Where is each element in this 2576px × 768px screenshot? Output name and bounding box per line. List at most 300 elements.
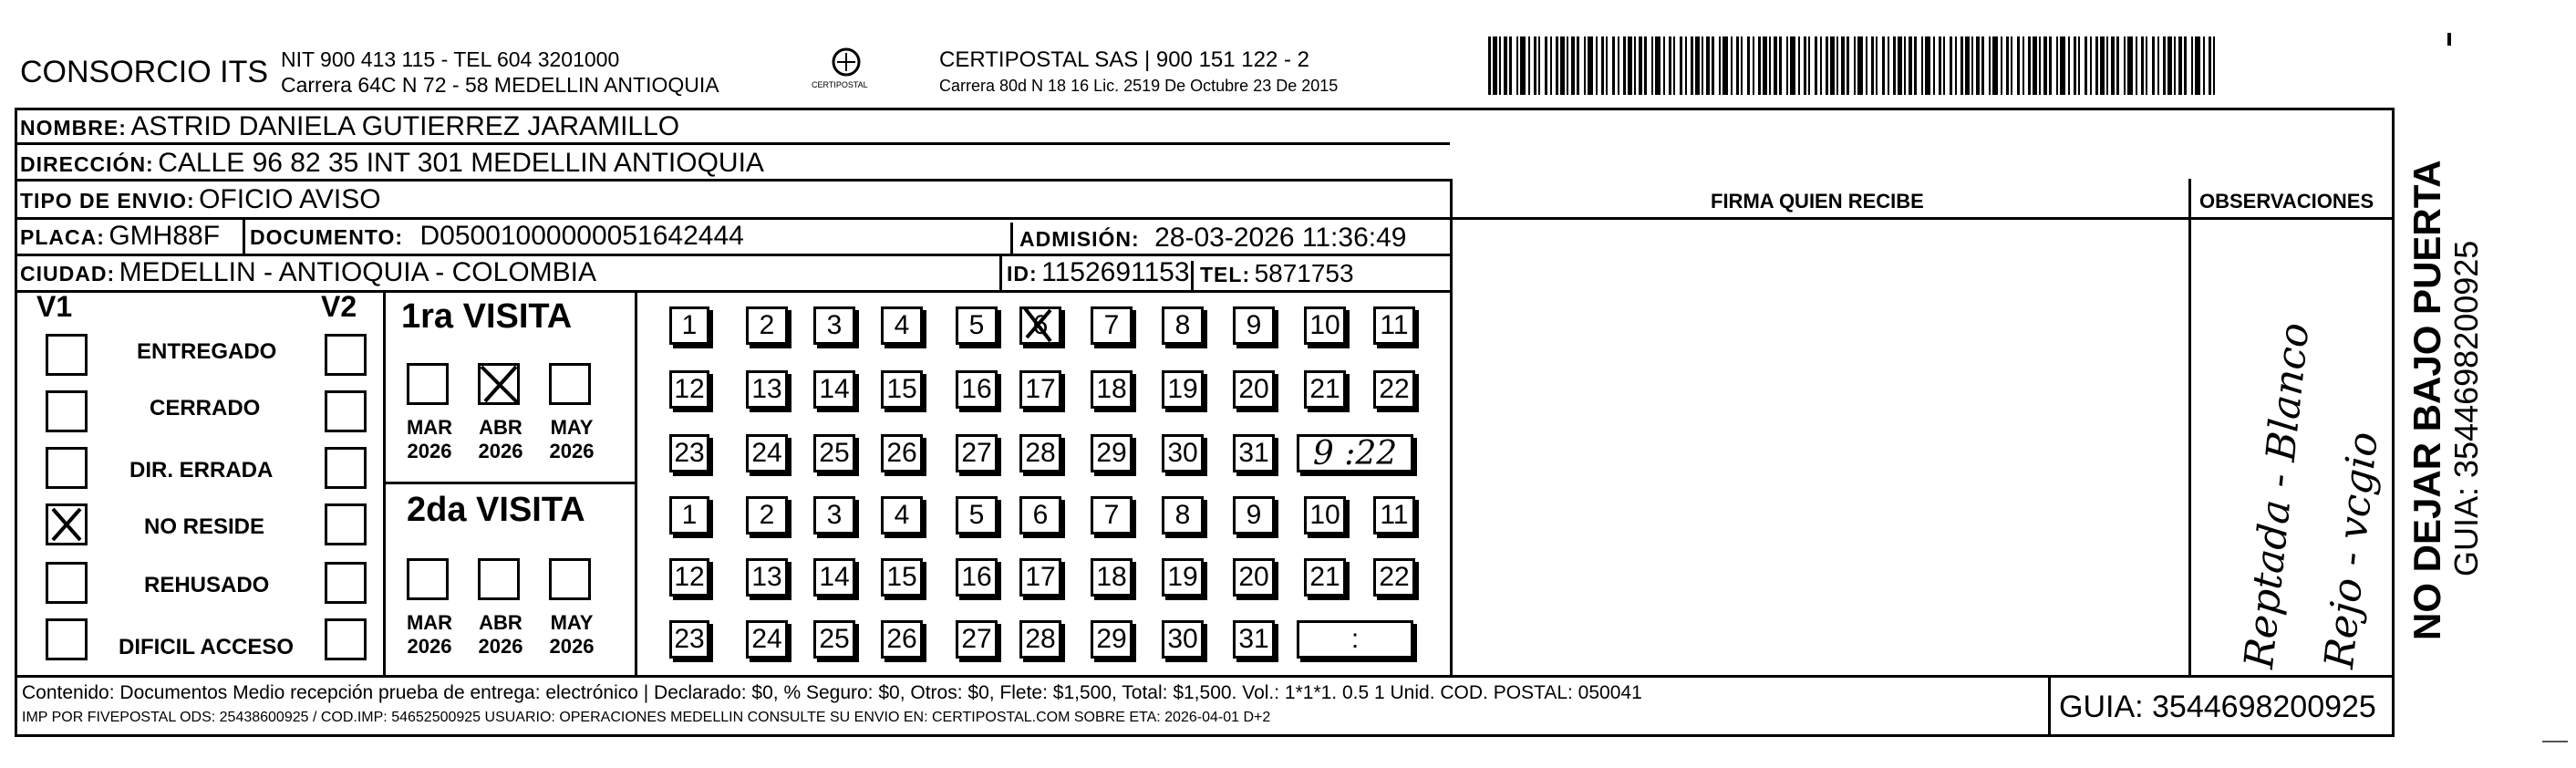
barcode-bar xyxy=(1736,36,1739,95)
first-visit-day-box[interactable]: 23 xyxy=(669,434,709,472)
second-visit-day-box[interactable]: 14 xyxy=(813,558,855,597)
second-visit-day-box[interactable]: 19 xyxy=(1162,558,1204,597)
barcode-bar xyxy=(1871,36,1874,95)
second-visit-day-box[interactable]: 1 xyxy=(669,496,709,534)
barcode-bar xyxy=(1808,36,1810,95)
row-divider xyxy=(15,179,1450,182)
footer-impresion: IMP POR FIVEPOSTAL ODS: 25438600925 / COD.IMP: 54652500925 USUARIO: OPERACIONES MEDELLIN CONSULTE SU ENVIO EN: CERTIPOSTAL.COM SOBRE ETA: 2026-04-01 D+2 xyxy=(22,710,1271,725)
barcode-bar xyxy=(2178,36,2182,95)
month-year: 2026 xyxy=(407,635,452,658)
second-visit-day-box[interactable]: 10 xyxy=(1304,496,1346,534)
second-visit-day-box[interactable]: 22 xyxy=(1373,558,1415,597)
first-visit-day-box[interactable]: 15 xyxy=(881,370,923,409)
barcode-bar xyxy=(1639,36,1642,95)
second-visit-day-box[interactable]: 31 xyxy=(1233,620,1275,659)
certipostal-address: Carrera 80d N 18 16 Lic. 2519 De Octubre 23 De 2015 xyxy=(939,77,1339,95)
barcode-bar xyxy=(1921,36,1923,95)
first-visit-day-box[interactable]: 31 xyxy=(1233,434,1275,472)
nombre-value: ASTRID DANIELA GUTIERREZ JARAMILLO xyxy=(130,111,680,141)
barcode-bar xyxy=(1702,36,1703,95)
row-divider xyxy=(15,254,1450,256)
second-visit-day-box[interactable]: 7 xyxy=(1091,496,1133,534)
barcode-bar xyxy=(1909,36,1912,95)
barcode-bar xyxy=(2124,36,2126,95)
barcode-bar xyxy=(1976,36,1980,95)
barcode-bar xyxy=(1596,36,1598,95)
barcode-bar xyxy=(2106,36,2108,95)
barcode-bar xyxy=(1712,36,1714,95)
barcode-bar xyxy=(1981,36,1984,95)
barcode-bar xyxy=(1939,36,1941,95)
nombre-row xyxy=(20,111,679,142)
barcode-bar xyxy=(2033,36,2037,95)
barcode-bar xyxy=(2195,36,2200,95)
placa-value: GMH88F xyxy=(109,221,221,251)
first-visit-day-box[interactable]: 12 xyxy=(669,370,709,409)
second-visit-day-box[interactable]: 30 xyxy=(1162,620,1204,659)
ciudad-value: MEDELLIN - ANTIOQUIA - COLOMBIA xyxy=(119,257,596,287)
barcode-bar xyxy=(1841,36,1845,95)
barcode-bar xyxy=(1618,36,1619,95)
second-month-abr xyxy=(469,611,533,659)
barcode-bar xyxy=(1758,36,1761,95)
first-visit-day-box[interactable]: 19 xyxy=(1162,370,1204,409)
tel-divider xyxy=(1191,261,1194,290)
placa-label: PLACA: xyxy=(20,225,105,249)
status-entregado: ENTREGADO xyxy=(137,339,277,364)
certipostal-name: CERTIPOSTAL SAS | 900 151 122 - 2 xyxy=(939,47,1309,72)
barcode-bar xyxy=(2011,36,2012,95)
second-visit-day-box[interactable]: 20 xyxy=(1233,558,1275,597)
barcode-bar xyxy=(1612,36,1615,95)
barcode-bar xyxy=(2090,36,2092,95)
second-visit-day-box[interactable]: 12 xyxy=(669,558,709,597)
barcode-bar xyxy=(2157,36,2159,95)
barcode-bar xyxy=(1898,36,1902,95)
barcode-bar xyxy=(1753,36,1754,95)
observaciones-label: OBSERVACIONES xyxy=(2199,190,2374,213)
id-divider xyxy=(999,254,1002,290)
barcode-bar xyxy=(1655,36,1660,95)
barcode-bar xyxy=(1914,36,1917,95)
month-name: MAR xyxy=(406,416,453,439)
barcode-bar xyxy=(1943,36,1945,95)
barcode-bar xyxy=(2017,36,2020,95)
barcode-bar xyxy=(1955,36,1957,95)
barcode-bar xyxy=(1534,36,1536,95)
firma-divider xyxy=(1450,179,1453,677)
barcode-bar xyxy=(2116,36,2119,95)
barcode-bar xyxy=(2060,36,2065,95)
month-name: ABR xyxy=(479,611,522,634)
barcode-bar xyxy=(1493,36,1497,95)
ciudad-label: CIUDAD: xyxy=(20,262,116,285)
barcode-bar xyxy=(1933,36,1935,95)
barcode-bar xyxy=(1723,36,1728,95)
first-visit-day-box[interactable]: 17 xyxy=(1019,370,1061,409)
second-month-mar xyxy=(398,611,461,659)
barcode-bar xyxy=(1499,36,1501,95)
status-dir-errada: DIR. ERRADA xyxy=(129,458,274,483)
barcode-bar xyxy=(1857,36,1863,95)
barcode-bar xyxy=(1550,36,1552,95)
second-visit-may-checkbox[interactable] xyxy=(549,558,591,600)
documento-label: DOCUMENTO: xyxy=(250,225,404,249)
barcode-bar xyxy=(1965,36,1970,95)
first-month-abr xyxy=(469,416,533,463)
month-year: 2026 xyxy=(549,635,595,658)
tel-label: TEL: xyxy=(1200,263,1251,286)
status-no-reside: NO RESIDE xyxy=(144,514,265,539)
first-visit-day-box[interactable]: 20 xyxy=(1233,370,1275,409)
barcode-bar xyxy=(1538,36,1540,95)
tel-value: 5871753 xyxy=(1254,259,1354,287)
barcode-bar xyxy=(1798,36,1800,95)
barcode-bar xyxy=(2152,36,2155,95)
barcode-bar xyxy=(1882,36,1885,95)
barcode-bar xyxy=(2006,36,2009,95)
barcode-bar xyxy=(2209,36,2211,95)
barcode-bar xyxy=(1680,36,1682,95)
barcode-bar xyxy=(2068,36,2070,95)
direccion-value: CALLE 96 82 35 INT 301 MEDELLIN ANTIOQUIA xyxy=(158,148,764,178)
documento-row xyxy=(250,221,744,252)
barcode-bar xyxy=(1769,36,1771,95)
barcode-bar xyxy=(1989,36,1991,95)
first-visit-day-box[interactable]: 3 xyxy=(813,306,855,345)
status-dificil-acceso: DIFICIL ACCESO xyxy=(119,635,295,659)
direccion-row xyxy=(20,148,764,179)
footer-divider xyxy=(15,675,2395,678)
scan-mark xyxy=(2542,741,2568,742)
row-divider xyxy=(15,217,2395,220)
barcode-bar xyxy=(1588,36,1593,95)
first-visit-day-box[interactable]: 29 xyxy=(1091,434,1133,472)
first-visit-day-box[interactable]: 16 xyxy=(956,370,998,409)
first-visit-day-box[interactable]: 25 xyxy=(813,434,855,472)
month-name: MAY xyxy=(550,416,594,439)
barcode-bar xyxy=(1779,36,1782,95)
first-visit-abr-checkbox[interactable] xyxy=(478,363,520,405)
tel-row xyxy=(1200,259,1354,288)
barcode-bar xyxy=(1634,36,1636,95)
barcode-icon xyxy=(1488,36,2218,95)
v1-entregado-checkbox[interactable] xyxy=(46,334,88,376)
second-visit-day-box[interactable]: 29 xyxy=(1091,620,1133,659)
status-rehusado: REHUSADO xyxy=(144,573,270,597)
barcode-bar xyxy=(1685,36,1687,95)
ciudad-row xyxy=(20,257,596,288)
barcode-bar xyxy=(2023,36,2024,95)
month-name: ABR xyxy=(479,416,522,439)
second-visit-day-box[interactable]: 5 xyxy=(956,496,998,534)
tipo-label: TIPO DE ENVIO: xyxy=(20,189,195,213)
first-visit-day-box[interactable]: 22 xyxy=(1373,370,1415,409)
barcode-bar xyxy=(1695,36,1700,95)
v1-cerrado-checkbox[interactable] xyxy=(46,390,88,432)
admision-value: 28-03-2026 11:36:49 xyxy=(1154,223,1407,253)
barcode-bar xyxy=(1790,36,1795,95)
side-guia: GUIA: 3544698200925 xyxy=(2447,240,2485,576)
first-visit-title: 1ra VISITA xyxy=(401,297,573,336)
second-visit-title: 2da VISITA xyxy=(407,491,585,529)
barcode-bar xyxy=(1992,36,1998,95)
second-visit-day-box[interactable]: 15 xyxy=(881,558,923,597)
v2-rehusado-checkbox[interactable] xyxy=(325,562,367,604)
first-visit-day-box[interactable]: 11 xyxy=(1373,306,1415,345)
barcode-bar xyxy=(2146,36,2147,95)
barcode-bar xyxy=(1893,36,1896,95)
barcode-bar xyxy=(1577,36,1579,95)
x-mark-icon xyxy=(478,363,520,405)
barcode-bar xyxy=(1804,36,1806,95)
barcode-bar xyxy=(1509,36,1512,95)
barcode-bar xyxy=(1950,36,1952,95)
second-visit-day-box[interactable]: 3 xyxy=(813,496,855,534)
first-visit-day-box[interactable]: 5 xyxy=(956,306,998,345)
first-visit-time-box[interactable] xyxy=(1297,434,1413,472)
first-visit-day-box[interactable]: 10 xyxy=(1304,306,1346,345)
barcode-bar xyxy=(1925,36,1930,95)
x-mark-icon xyxy=(46,503,88,545)
month-name: MAR xyxy=(406,611,453,634)
barcode-bar xyxy=(1747,36,1750,95)
barcode-bar xyxy=(2074,36,2076,95)
barcode-bar xyxy=(2043,36,2047,95)
first-visit-day-box[interactable]: 24 xyxy=(746,434,788,472)
barcode-bar xyxy=(1971,36,1973,95)
barcode-bar xyxy=(1826,36,1828,95)
certipostal-logo xyxy=(810,44,892,100)
barcode-bar xyxy=(1854,36,1856,95)
second-visit-day-box[interactable]: 24 xyxy=(746,620,788,659)
no-dejar-warning: NO DEJAR BAJO PUERTA xyxy=(2405,160,2448,640)
barcode-bar xyxy=(1866,36,1867,95)
barcode-bar xyxy=(2100,36,2105,95)
barcode-bar xyxy=(2203,36,2205,95)
barcode-bar xyxy=(1691,36,1693,95)
day-6-x-mark-icon xyxy=(1019,305,1065,350)
v2-no-reside-checkbox[interactable] xyxy=(325,503,367,545)
barcode-bar xyxy=(1545,36,1547,95)
first-visit-day-box[interactable]: 28 xyxy=(1019,434,1061,472)
second-visit-time-box[interactable] xyxy=(1297,620,1413,659)
barcode-bar xyxy=(2095,36,2098,95)
id-label: ID: xyxy=(1007,262,1038,285)
admision-divider xyxy=(1010,223,1013,254)
logo-icon xyxy=(810,44,892,100)
barcode xyxy=(1488,36,2218,95)
barcode-bar xyxy=(1644,36,1647,95)
nombre-label: NOMBRE: xyxy=(20,116,127,140)
status-cerrado: CERRADO xyxy=(150,396,261,420)
first-month-mar xyxy=(398,416,461,463)
second-visit-day-box[interactable]: 9 xyxy=(1233,496,1275,534)
barcode-bar xyxy=(1763,36,1767,95)
observation-line-1: Reptada - Blanco xyxy=(2236,320,2319,671)
second-month-may xyxy=(540,611,604,659)
first-visit-day-box[interactable]: 8 xyxy=(1162,306,1204,345)
observation-line-2: Rejo - vcgio xyxy=(2316,430,2387,671)
documento-value: D05001000000051642444 xyxy=(419,221,744,251)
second-visit-day-box[interactable]: 25 xyxy=(813,620,855,659)
second-visit-day-box[interactable]: 23 xyxy=(669,620,709,659)
barcode-bar xyxy=(1663,36,1665,95)
first-visit-day-box[interactable]: 2 xyxy=(746,306,788,345)
barcode-bar xyxy=(1556,36,1558,95)
id-row xyxy=(1007,257,1190,288)
barcode-bar xyxy=(1774,36,1777,95)
v2-dificil-checkbox[interactable] xyxy=(325,618,367,660)
barcode-bar xyxy=(1606,36,1608,95)
barcode-bar xyxy=(2174,36,2176,95)
v2-cerrado-checkbox[interactable] xyxy=(325,390,367,432)
second-visit-mar-checkbox[interactable] xyxy=(407,558,449,600)
barcode-bar xyxy=(1731,36,1733,95)
first-visit-time: 9 :22 xyxy=(1312,434,1398,472)
second-visit-day-box[interactable]: 27 xyxy=(956,620,998,659)
first-visit-mar-checkbox[interactable] xyxy=(407,363,449,405)
barcode-bar xyxy=(2127,36,2133,95)
v1-no-reside-checkbox[interactable] xyxy=(46,503,88,545)
barcode-bar xyxy=(2184,36,2187,95)
second-visit-day-box[interactable]: 18 xyxy=(1091,558,1133,597)
barcode-bar xyxy=(1830,36,1835,95)
barcode-bar xyxy=(1520,36,1526,95)
barcode-bar xyxy=(2028,36,2031,95)
visit-title-divider xyxy=(635,290,637,677)
barcode-bar xyxy=(2136,36,2137,95)
tipo-row xyxy=(20,184,381,215)
first-visit-day-box[interactable]: 6 xyxy=(1019,306,1061,345)
company-address: Carrera 64C N 72 - 58 MEDELLIN ANTIOQUIA xyxy=(281,73,719,97)
barcode-bar xyxy=(1516,36,1518,95)
barcode-bar xyxy=(1601,36,1604,95)
first-month-may xyxy=(540,416,604,463)
barcode-bar xyxy=(1560,36,1565,95)
barcode-bar xyxy=(1836,36,1838,95)
second-visit-time: : xyxy=(1350,624,1360,654)
barcode-bar xyxy=(1528,36,1530,95)
first-visit-day-box[interactable]: 21 xyxy=(1304,370,1346,409)
barcode-bar xyxy=(2078,36,2080,95)
second-visit-day-box[interactable]: 16 xyxy=(956,558,998,597)
tipo-value: OFICIO AVISO xyxy=(199,184,381,214)
barcode-bar xyxy=(1815,36,1817,95)
logo-text: CERTIPOSTAL xyxy=(812,80,868,89)
barcode-bar xyxy=(2085,36,2087,95)
first-visit-day-box[interactable]: 26 xyxy=(881,434,923,472)
v2-dir-errada-checkbox[interactable] xyxy=(325,447,367,489)
barcode-bar xyxy=(1876,36,1878,95)
month-year: 2026 xyxy=(478,440,523,462)
month-year: 2026 xyxy=(478,635,523,658)
second-visit-day-box[interactable]: 6 xyxy=(1019,496,1061,534)
barcode-bar xyxy=(1904,36,1906,95)
barcode-bar xyxy=(1719,36,1721,95)
barcode-bar xyxy=(2039,36,2041,95)
second-visit-day-box[interactable]: 11 xyxy=(1373,496,1415,534)
barcode-bar xyxy=(1888,36,1889,95)
corner-mark xyxy=(2447,33,2451,46)
v1-dir-errada-checkbox[interactable] xyxy=(46,447,88,489)
second-visit-day-box[interactable]: 17 xyxy=(1019,558,1061,597)
first-visit-day-box[interactable]: 18 xyxy=(1091,370,1133,409)
first-visit-day-box[interactable]: 1 xyxy=(669,306,709,345)
barcode-bar xyxy=(2213,36,2215,95)
obs-divider xyxy=(2188,179,2191,677)
placa-divider xyxy=(243,217,245,255)
footer-contenido: Contenido: Documentos Medio recepción prueba de entrega: electrónico | Declarado: $0, % Seguro: $0, Otros: $0, Flete: $1,500, Total: $1,500. Vol.: 1*1*1. 0.5 1 Unid. COD. POSTAL: 050041 xyxy=(22,682,1642,703)
barcode-bar xyxy=(2167,36,2172,95)
barcode-bar xyxy=(2056,36,2058,95)
admision-label: ADMISIÓN: xyxy=(1019,227,1140,251)
v1-label: V1 xyxy=(36,290,73,323)
first-visit-day-box[interactable]: 27 xyxy=(956,434,998,472)
barcode-bar xyxy=(1820,36,1822,95)
barcode-bar xyxy=(1504,36,1507,95)
barcode-bar xyxy=(1651,36,1653,95)
company-name: CONSORCIO ITS xyxy=(20,55,269,89)
barcode-bar xyxy=(1669,36,1671,95)
barcode-bar xyxy=(1567,36,1568,95)
first-visit-day-box[interactable]: 14 xyxy=(813,370,855,409)
row-divider xyxy=(15,290,1450,293)
visit-divider xyxy=(383,482,635,484)
first-visit-day-box[interactable]: 30 xyxy=(1162,434,1204,472)
barcode-bar xyxy=(2001,36,2002,95)
barcode-bar xyxy=(1584,36,1586,95)
second-visit-day-box[interactable]: 4 xyxy=(881,496,923,534)
first-visit-day-box[interactable]: 7 xyxy=(1091,306,1133,345)
second-visit-day-box[interactable]: 2 xyxy=(746,496,788,534)
barcode-bar xyxy=(1673,36,1675,95)
second-visit-day-box[interactable]: 28 xyxy=(1019,620,1061,659)
v2-label: V2 xyxy=(321,290,357,323)
barcode-bar xyxy=(1960,36,1963,95)
first-visit-day-box[interactable]: 4 xyxy=(881,306,923,345)
v2-entregado-checkbox[interactable] xyxy=(325,334,367,376)
barcode-bar xyxy=(1741,36,1743,95)
second-visit-day-box[interactable]: 13 xyxy=(746,558,788,597)
v1-rehusado-checkbox[interactable] xyxy=(46,562,88,604)
second-visit-day-box[interactable]: 21 xyxy=(1304,558,1346,597)
barcode-bar xyxy=(2191,36,2193,95)
row-divider xyxy=(15,142,1450,145)
first-visit-day-box[interactable]: 13 xyxy=(746,370,788,409)
v1-dificil-checkbox[interactable] xyxy=(46,618,88,660)
month-year: 2026 xyxy=(407,440,452,462)
admision-row xyxy=(1019,223,1406,254)
second-visit-day-box[interactable]: 26 xyxy=(881,620,923,659)
second-visit-abr-checkbox[interactable] xyxy=(478,558,520,600)
barcode-bar xyxy=(1847,36,1849,95)
barcode-bar xyxy=(2111,36,2115,95)
first-visit-may-checkbox[interactable] xyxy=(549,363,591,405)
barcode-bar xyxy=(1786,36,1788,95)
direccion-label: DIRECCIÓN: xyxy=(20,152,154,176)
id-value: 1152691153 xyxy=(1041,257,1190,287)
company-nit: NIT 900 413 115 - TEL 604 3201000 xyxy=(281,47,620,71)
second-visit-day-box[interactable]: 8 xyxy=(1162,496,1204,534)
barcode-bar xyxy=(1623,36,1626,95)
barcode-bar xyxy=(1571,36,1575,95)
barcode-bar xyxy=(2141,36,2144,95)
placa-row xyxy=(20,221,220,252)
barcode-bar xyxy=(1628,36,1632,95)
first-visit-day-box[interactable]: 9 xyxy=(1233,306,1275,345)
barcode-bar xyxy=(2163,36,2166,95)
